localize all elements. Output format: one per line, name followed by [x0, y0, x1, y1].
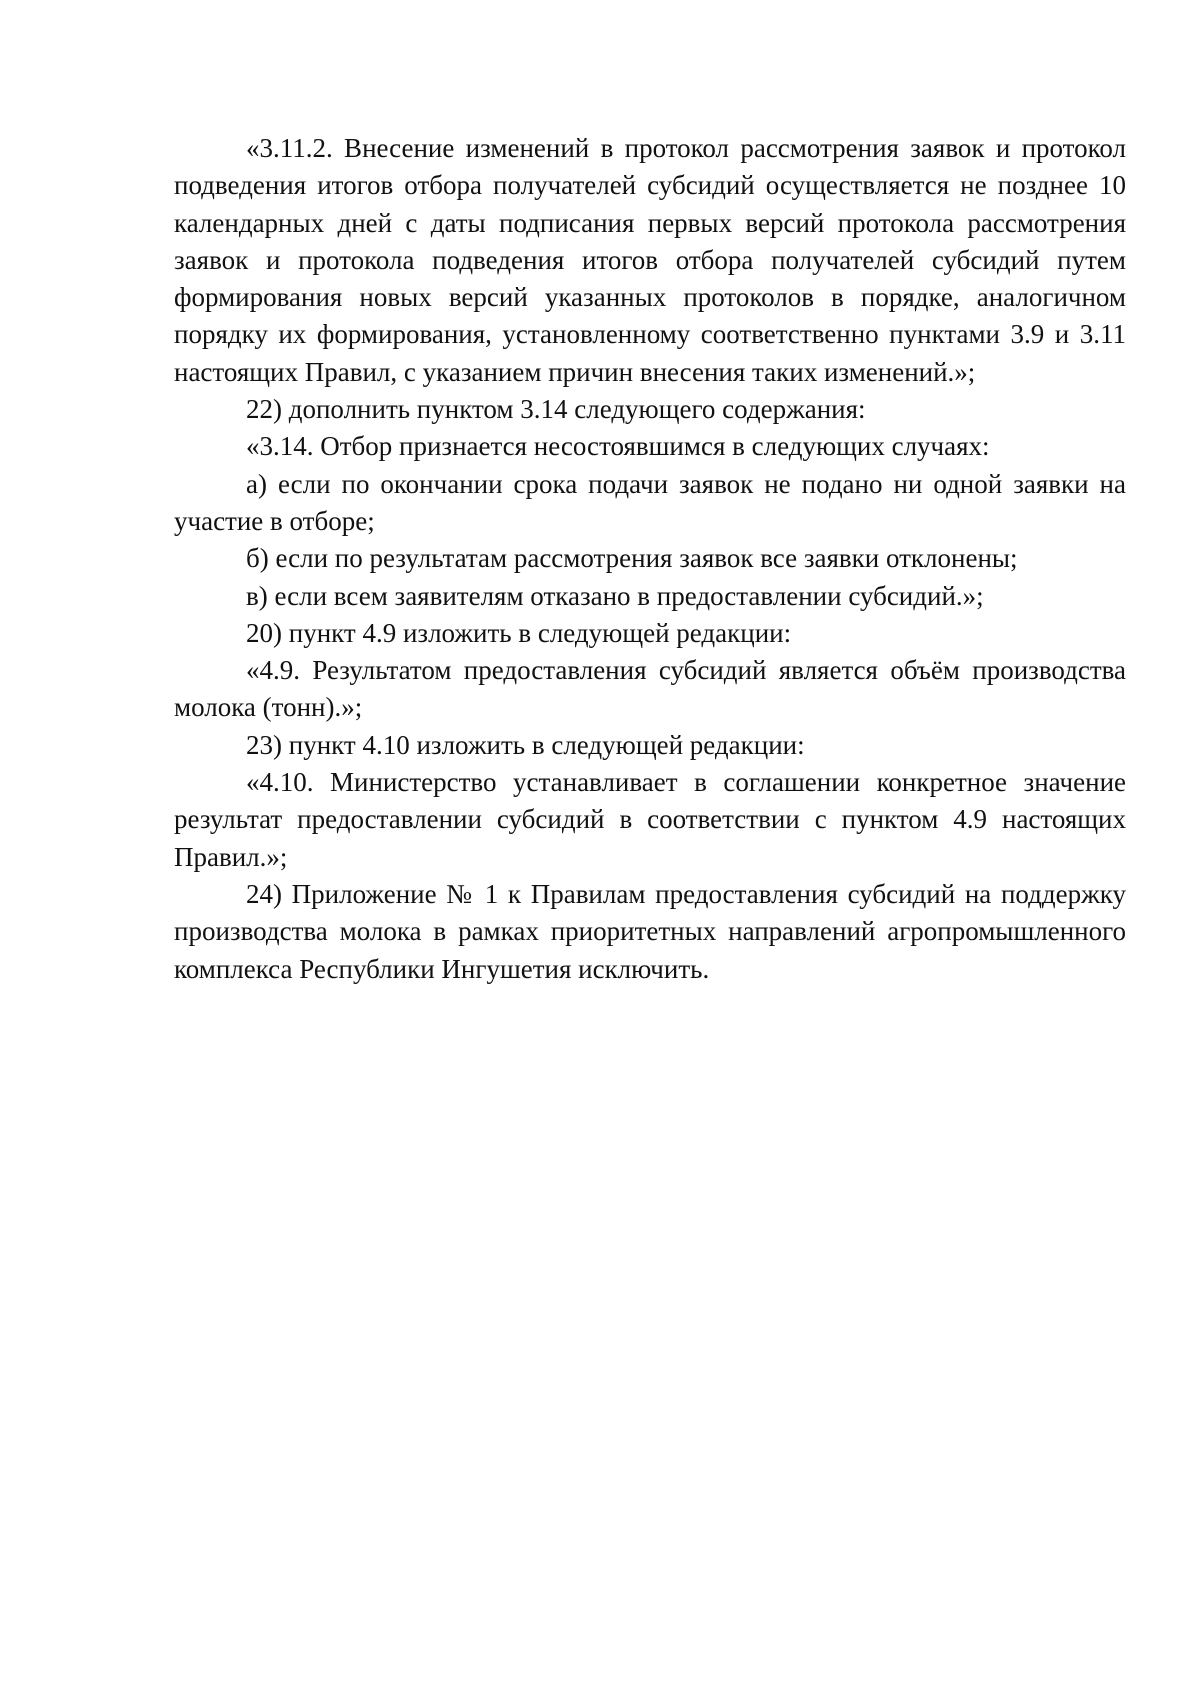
paragraph-item-20: 20) пункт 4.9 изложить в следующей редакции:	[246, 617, 792, 648]
paragraph-case-v: в) если всем заявителям отказано в предоставлении субсидий.»;	[246, 580, 984, 611]
paragraph-4-10: «4.10. Министерство устанавливает в соглашении конкретное значение результат предоставлении субсидий в соответствии с пунктом 4.9 настоящих Правил.»;	[174, 767, 1126, 872]
paragraph-3-11-2: «3.11.2. Внесение изменений в протокол рассмотрения заявок и протокол подведения итогов отбора получателей субсидий осуществляется не позднее 10 календарных дней с даты подписания первых версий протокола рассмотрения заявок и протокола подведения итогов отбора получателей субсидий путем формирования новых версий указанных протоколов в порядке, аналогичном порядку их формирования, установленному соответственно пунктами 3.9 и 3.11 настоящих Правил, с указанием причин внесения таких изменений.»;	[174, 133, 1126, 387]
paragraph-item-22: 22) дополнить пунктом 3.14 следующего содержания:	[246, 394, 866, 425]
document-body	[174, 130, 1126, 988]
paragraph-4-9: «4.9. Результатом предоставления субсидий является объём производства молока (тонн).»;	[174, 655, 1126, 723]
paragraph-item-23: 23) пункт 4.10 изложить в следующей редакции:	[246, 729, 805, 760]
paragraph-item-24: 24) Приложение № 1 к Правилам предоставления субсидий на поддержку производства молока в рамках приоритетных направлений агропромышленного комплекса Республики Ингушетия исключить.	[174, 878, 1126, 984]
paragraph-case-a: а) если по окончании срока подачи заявок не подано ни одной заявки на участие в отборе;	[174, 468, 1126, 536]
paragraph-case-b: б) если по результатам рассмотрения заявок все заявки отклонены;	[246, 543, 1018, 574]
paragraph-3-14: «3.14. Отбор признается несостоявшимся в следующих случаях:	[246, 431, 990, 462]
